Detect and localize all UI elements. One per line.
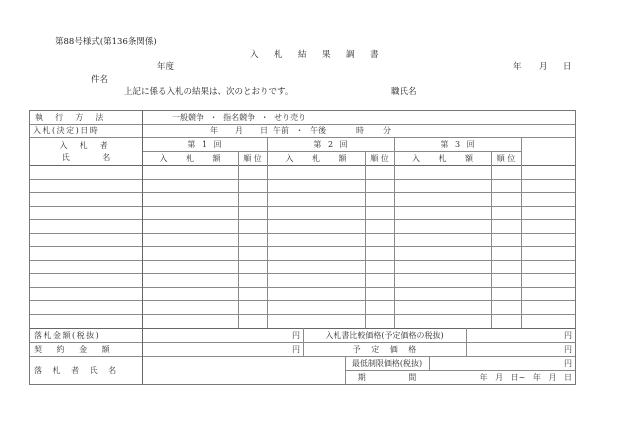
execution-method-options[interactable]: 一般競争 ・ 指名競争 ・ せり売り (172, 113, 307, 122)
winner-name-label: 落 札 者 氏 名 (34, 366, 117, 375)
bid-minute-label: 分 (383, 126, 391, 135)
round-1-title: 第 1 回 (187, 140, 222, 149)
bid-year-label: 年 (210, 126, 218, 135)
comparison-price-label: 入札書比較価格(予定価格の税抜) (325, 331, 444, 340)
table-row[interactable] (30, 234, 575, 246)
table-row[interactable] (30, 274, 575, 287)
round-2-title: 第 2 回 (313, 140, 348, 149)
period-label: 期 間 (357, 373, 417, 382)
bidder-header-line2: 氏 名 (61, 153, 111, 162)
statement-text: 上記に係る入札の結果は、次のとおりです。 (124, 87, 294, 97)
bid-day-label: 日 (260, 126, 268, 135)
comparison-price-yen: 円 (564, 331, 572, 340)
table-row[interactable] (30, 193, 575, 206)
contract-amount-yen: 円 (292, 345, 300, 354)
round-3-rank-label: 順 位 (496, 154, 516, 163)
table-row[interactable] (30, 315, 575, 328)
title-char: 調 (346, 50, 355, 60)
winning-amount-yen: 円 (292, 331, 300, 340)
winner-name-field[interactable] (143, 357, 344, 384)
title-char: 結 (298, 50, 307, 60)
table-row[interactable] (30, 166, 575, 179)
month-label: 月 (539, 62, 548, 72)
planned-price-yen: 円 (564, 345, 572, 354)
execution-method-label: 執 行 方 法 (35, 113, 109, 122)
table-row[interactable] (30, 261, 575, 273)
table-row[interactable] (30, 288, 575, 300)
day-label: 日 (563, 62, 572, 72)
title-char: 書 (370, 50, 379, 60)
period-value[interactable]: 年 月 日~ 年 月 日 (479, 373, 572, 382)
round-2-amount-label: 入 札 額 (285, 154, 347, 163)
form-number: 第88号様式(第136条関係) (55, 37, 157, 47)
official-name-label: 職氏名 (391, 87, 417, 97)
round-1-amount-label: 入 札 額 (159, 154, 221, 163)
table-row[interactable] (30, 247, 575, 260)
bid-month-label: 月 (235, 126, 243, 135)
table-row[interactable] (30, 207, 575, 219)
bid-hour-label: 時 (356, 126, 364, 135)
planned-price-label: 予 定 価 格 (352, 345, 417, 354)
title-char: 果 (322, 50, 331, 60)
document-title (250, 50, 394, 60)
round-3-amount-label: 入 札 額 (411, 154, 474, 163)
table-row[interactable] (30, 220, 575, 233)
min-limit-price-label: 最低制限価格(税抜) (351, 359, 423, 368)
table-row[interactable] (30, 301, 575, 314)
year-label: 年 (513, 62, 522, 72)
bidder-header-line1: 入 札 者 (59, 141, 113, 150)
bid-datetime-label: 入札(決定)日時 (33, 126, 100, 135)
bid-ampm-options[interactable]: 午前 ・ 午後 (273, 126, 327, 135)
min-limit-price-yen: 円 (564, 359, 572, 368)
date-field (513, 62, 572, 72)
round-1-rank-label: 順 位 (243, 154, 262, 163)
round-3-title: 第 3 回 (440, 140, 475, 149)
fiscal-year-label: 年度 (157, 62, 175, 72)
round-2-rank-label: 順 位 (370, 154, 389, 163)
subject-label: 件名 (91, 75, 109, 85)
title-char: 入 (250, 50, 259, 60)
table-row[interactable] (30, 180, 575, 192)
title-char: 札 (274, 50, 283, 60)
winning-amount-label: 落札金額(税抜) (34, 331, 101, 340)
contract-amount-label: 契 約 金 額 (34, 345, 110, 354)
